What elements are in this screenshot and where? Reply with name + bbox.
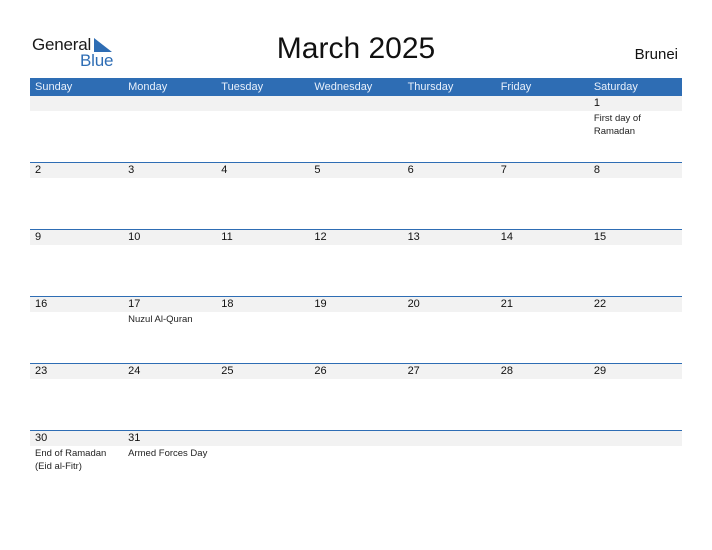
calendar-day-cell: [589, 163, 682, 229]
day-number: 20: [407, 298, 420, 310]
calendar-day-cell: [30, 96, 123, 162]
holiday-label: First day of Ramadan: [593, 113, 641, 137]
calendar-day-cell: [496, 364, 589, 430]
day-number: 16: [35, 298, 48, 310]
day-number: 21: [500, 298, 513, 310]
day-number: 14: [500, 231, 513, 243]
day-number: 28: [500, 365, 513, 377]
day-number: 23: [35, 365, 48, 377]
day-number: 24: [128, 365, 141, 377]
calendar-week-row: [30, 96, 682, 162]
day-number: 31: [128, 432, 141, 444]
day-number: [594, 431, 682, 446]
day-number: 22: [593, 298, 607, 310]
calendar-day-cell: [403, 163, 496, 229]
day-number: 29: [593, 365, 607, 377]
day-number: 3: [128, 164, 135, 176]
day-number: [35, 96, 123, 111]
calendar-day-cell: [309, 163, 402, 229]
calendar-day-cell: [589, 364, 682, 430]
calendar-day-cell: [496, 297, 589, 363]
day-number: 9: [35, 231, 42, 243]
day-number: 19: [314, 298, 327, 310]
day-number: [501, 96, 589, 111]
brand-name-blue: Blue: [80, 51, 114, 70]
weekday-friday: Friday: [500, 81, 532, 93]
calendar-day-cell: [123, 230, 216, 296]
day-number: 11: [221, 231, 233, 243]
day-number: 1: [593, 97, 600, 109]
day-number: 26: [314, 365, 327, 377]
day-number: 12: [314, 231, 327, 243]
calendar-day-cell: [496, 230, 589, 296]
day-number: [128, 96, 216, 111]
day-number: 13: [407, 231, 420, 243]
calendar-day-cell: [30, 163, 123, 229]
calendar-day-cell: [309, 230, 402, 296]
day-number: 5: [314, 164, 321, 176]
calendar-week-row: [30, 296, 682, 363]
calendar-day-cell: [496, 96, 589, 162]
calendar-day-cell: [589, 96, 682, 162]
weekday-tuesday: Tuesday: [221, 81, 264, 93]
calendar-day-cell: [589, 431, 682, 497]
country-label: Brunei: [634, 46, 678, 63]
calendar-day-cell: [216, 364, 309, 430]
calendar-day-cell: [403, 96, 496, 162]
day-number: [408, 96, 496, 111]
day-number: 10: [128, 231, 141, 243]
day-number: 4: [221, 164, 228, 176]
calendar-day-cell: [30, 297, 123, 363]
day-number: 15: [593, 231, 607, 243]
calendar-week-row: [30, 430, 682, 497]
calendar-day-cell: [403, 364, 496, 430]
holiday-label: Armed Forces Day: [128, 448, 208, 459]
weekday-saturday: Saturday: [593, 81, 638, 93]
holiday-label: End of Ramadan (Eid al-Fitr): [35, 448, 107, 472]
day-number: 6: [407, 164, 414, 176]
calendar-day-cell: [30, 230, 123, 296]
calendar-day-cell: [123, 163, 216, 229]
day-number: 18: [221, 298, 234, 310]
calendar-day-cell: [496, 163, 589, 229]
calendar-day-cell: [123, 364, 216, 430]
calendar-week-row: [30, 162, 682, 229]
day-number: 30: [35, 432, 48, 444]
calendar-day-cell: [589, 230, 682, 296]
weekday-thursday: Thursday: [407, 81, 454, 93]
calendar-day-cell: [589, 297, 682, 363]
weekday-wednesday: Wednesday: [314, 81, 373, 93]
page-title: March 2025: [276, 32, 436, 65]
weekday-header: [30, 78, 682, 96]
calendar-day-cell: [309, 96, 402, 162]
calendar-day-cell: [123, 96, 216, 162]
calendar-day-cell: [403, 230, 496, 296]
day-number: 7: [500, 164, 507, 176]
calendar-day-cell: [496, 431, 589, 497]
calendar-day-cell: [123, 297, 216, 363]
calendar-day-cell: [309, 364, 402, 430]
day-number: [314, 431, 402, 446]
calendar-week-row: [30, 363, 682, 430]
day-number: 25: [221, 365, 234, 377]
calendar-day-cell: [30, 431, 123, 497]
calendar-day-cell: [216, 163, 309, 229]
calendar-week-row: [30, 229, 682, 296]
calendar-day-cell: [216, 431, 309, 497]
calendar-day-cell: [309, 297, 402, 363]
day-number: 17: [128, 298, 141, 310]
day-number: [221, 96, 309, 111]
calendar-day-cell: [123, 431, 216, 497]
day-number: [314, 96, 402, 111]
calendar-day-cell: [309, 431, 402, 497]
brand-name-general: General: [32, 35, 92, 54]
calendar-day-cell: [216, 297, 309, 363]
weekday-sunday: Sunday: [35, 81, 73, 93]
day-number: [408, 431, 496, 446]
day-number: [221, 431, 309, 446]
calendar-day-cell: [403, 431, 496, 497]
weekday-monday: Monday: [128, 81, 168, 93]
day-number: 2: [35, 164, 42, 176]
calendar-day-cell: [216, 230, 309, 296]
calendar-day-cell: [30, 364, 123, 430]
day-number: [501, 431, 589, 446]
holiday-label: Nuzul Al-Quran: [128, 314, 193, 325]
calendar-grid: [30, 96, 682, 497]
calendar-day-cell: [403, 297, 496, 363]
day-number: 8: [593, 164, 600, 176]
calendar-day-cell: [216, 96, 309, 162]
day-number: 27: [407, 365, 420, 377]
